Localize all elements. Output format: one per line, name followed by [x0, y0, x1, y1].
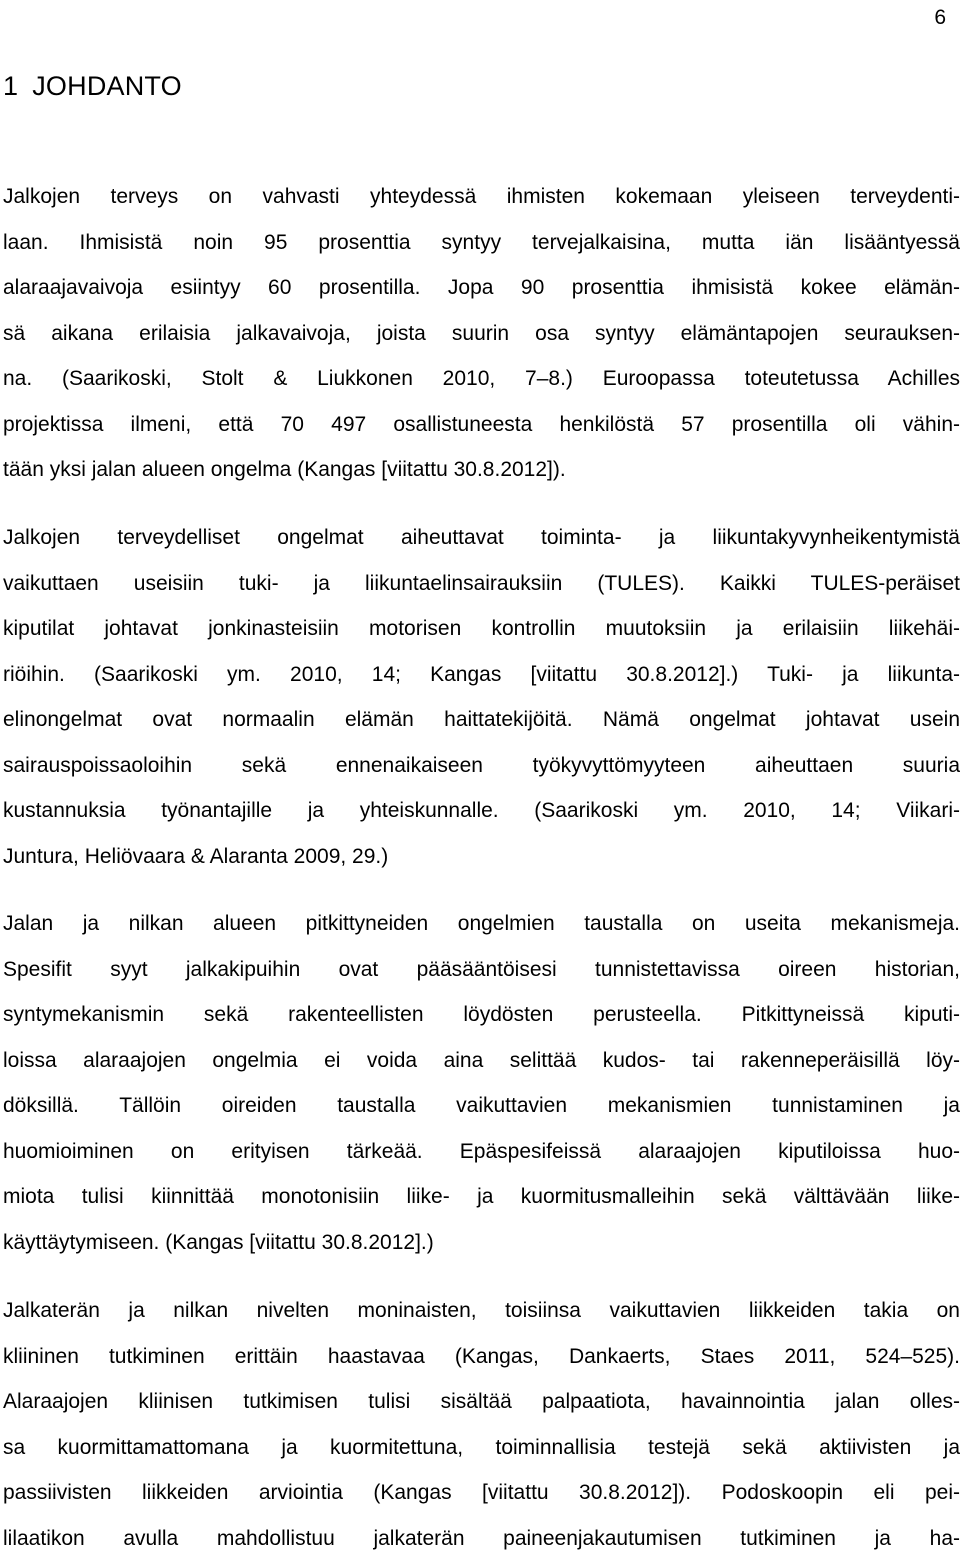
paragraph-2: [3, 515, 960, 879]
page-number: 6: [934, 6, 946, 30]
text-line: passiivisten liikkeiden arviointia (Kangas [viitattu 30.8.2012]). Podoskoopin eli pei-: [3, 1470, 960, 1516]
chapter-title: JOHDANTO: [32, 71, 182, 101]
text-line: loissa alaraajojen ongelmia ei voida aina selittää kudos- tai rakenneperäisillä löy-: [3, 1038, 960, 1084]
text-line: käyttäytymiseen. (Kangas [viitattu 30.8.2012].): [3, 1220, 960, 1266]
chapter-heading: [3, 71, 182, 102]
text-line: sairauspoissaoloihin sekä ennenaikaiseen työkyvyttömyyteen aiheuttaen suuria: [3, 743, 960, 789]
paragraph-3: [3, 901, 960, 1265]
text-line: Spesifit syyt jalkakipuihin ovat pääsääntöisesi tunnistettavissa oireen historian,: [3, 947, 960, 993]
text-line: Jalan ja nilkan alueen pitkittyneiden ongelmien taustalla on useita mekanismeja.: [3, 901, 960, 947]
text-line: Jalkojen terveys on vahvasti yhteydessä ihmisten kokemaan yleiseen terveydenti-: [3, 174, 960, 220]
text-line: lilaatikon avulla mahdollistuu jalkaterän paineenjakautumisen tutkiminen ja ha-: [3, 1516, 960, 1561]
text-line: kliininen tutkiminen erittäin haastavaa (Kangas, Dankaerts, Staes 2011, 524–525).: [3, 1334, 960, 1380]
text-line: projektissa ilmeni, että 70 497 osallistuneesta henkilöstä 57 prosentilla oli vähin-: [3, 402, 960, 448]
text-line: sa kuormittamattomana ja kuormitettuna, toiminnallisia testejä sekä aktiivisten ja: [3, 1425, 960, 1471]
text-line: döksillä. Tällöin oireiden taustalla vaikuttavien mekanismien tunnistaminen ja: [3, 1083, 960, 1129]
text-line: tään yksi jalan alueen ongelma (Kangas [viitattu 30.8.2012]).: [3, 447, 960, 493]
text-line: vaikuttaen useisiin tuki- ja liikuntaelinsairauksiin (TULES). Kaikki TULES-peräiset: [3, 561, 960, 607]
text-line: miota tulisi kiinnittää monotonisiin liike- ja kuormitusmalleihin sekä välttävään liike-: [3, 1174, 960, 1220]
text-line: Juntura, Heliövaara & Alaranta 2009, 29.): [3, 834, 960, 880]
text-line: alaraajavaivoja esiintyy 60 prosentilla. Jopa 90 prosenttia ihmisistä kokee elämän-: [3, 265, 960, 311]
text-line: laan. Ihmisistä noin 95 prosenttia syntyy tervejalkaisina, mutta iän lisääntyessä: [3, 220, 960, 266]
paragraph-1: [3, 174, 960, 493]
text-line: Alaraajojen kliinisen tutkimisen tulisi sisältää palpaatiota, havainnointia jalan olles-: [3, 1379, 960, 1425]
text-line: kiputilat johtavat jonkinasteisiin motorisen kontrollin muutoksiin ja erilaisiin liikehäi-: [3, 606, 960, 652]
paragraph-4: [3, 1288, 960, 1561]
text-line: huomioiminen on erityisen tärkeää. Epäspesifeissä alaraajojen kiputiloissa huo-: [3, 1129, 960, 1175]
text-line: Jalkojen terveydelliset ongelmat aiheuttavat toiminta- ja liikuntakyvynheikentymistä: [3, 515, 960, 561]
text-line: kustannuksia työnantajille ja yhteiskunnalle. (Saarikoski ym. 2010, 14; Viikari-: [3, 788, 960, 834]
text-line: sä aikana erilaisia jalkavaivoja, joista suurin osa syntyy elämäntapojen seurauksen-: [3, 311, 960, 357]
text-line: syntymekanismin sekä rakenteellisten löydösten perusteella. Pitkittyneissä kiputi-: [3, 992, 960, 1038]
text-line: Jalkaterän ja nilkan nivelten moninaisten, toisiinsa vaikuttavien liikkeiden takia on: [3, 1288, 960, 1334]
text-line: na. (Saarikoski, Stolt & Liukkonen 2010, 7–8.) Euroopassa toteutetussa Achilles: [3, 356, 960, 402]
text-line: elinongelmat ovat normaalin elämän haittatekijöitä. Nämä ongelmat johtavat usein: [3, 697, 960, 743]
chapter-number: 1: [3, 71, 18, 101]
text-line: riöihin. (Saarikoski ym. 2010, 14; Kangas [viitattu 30.8.2012].) Tuki- ja liikunta-: [3, 652, 960, 698]
